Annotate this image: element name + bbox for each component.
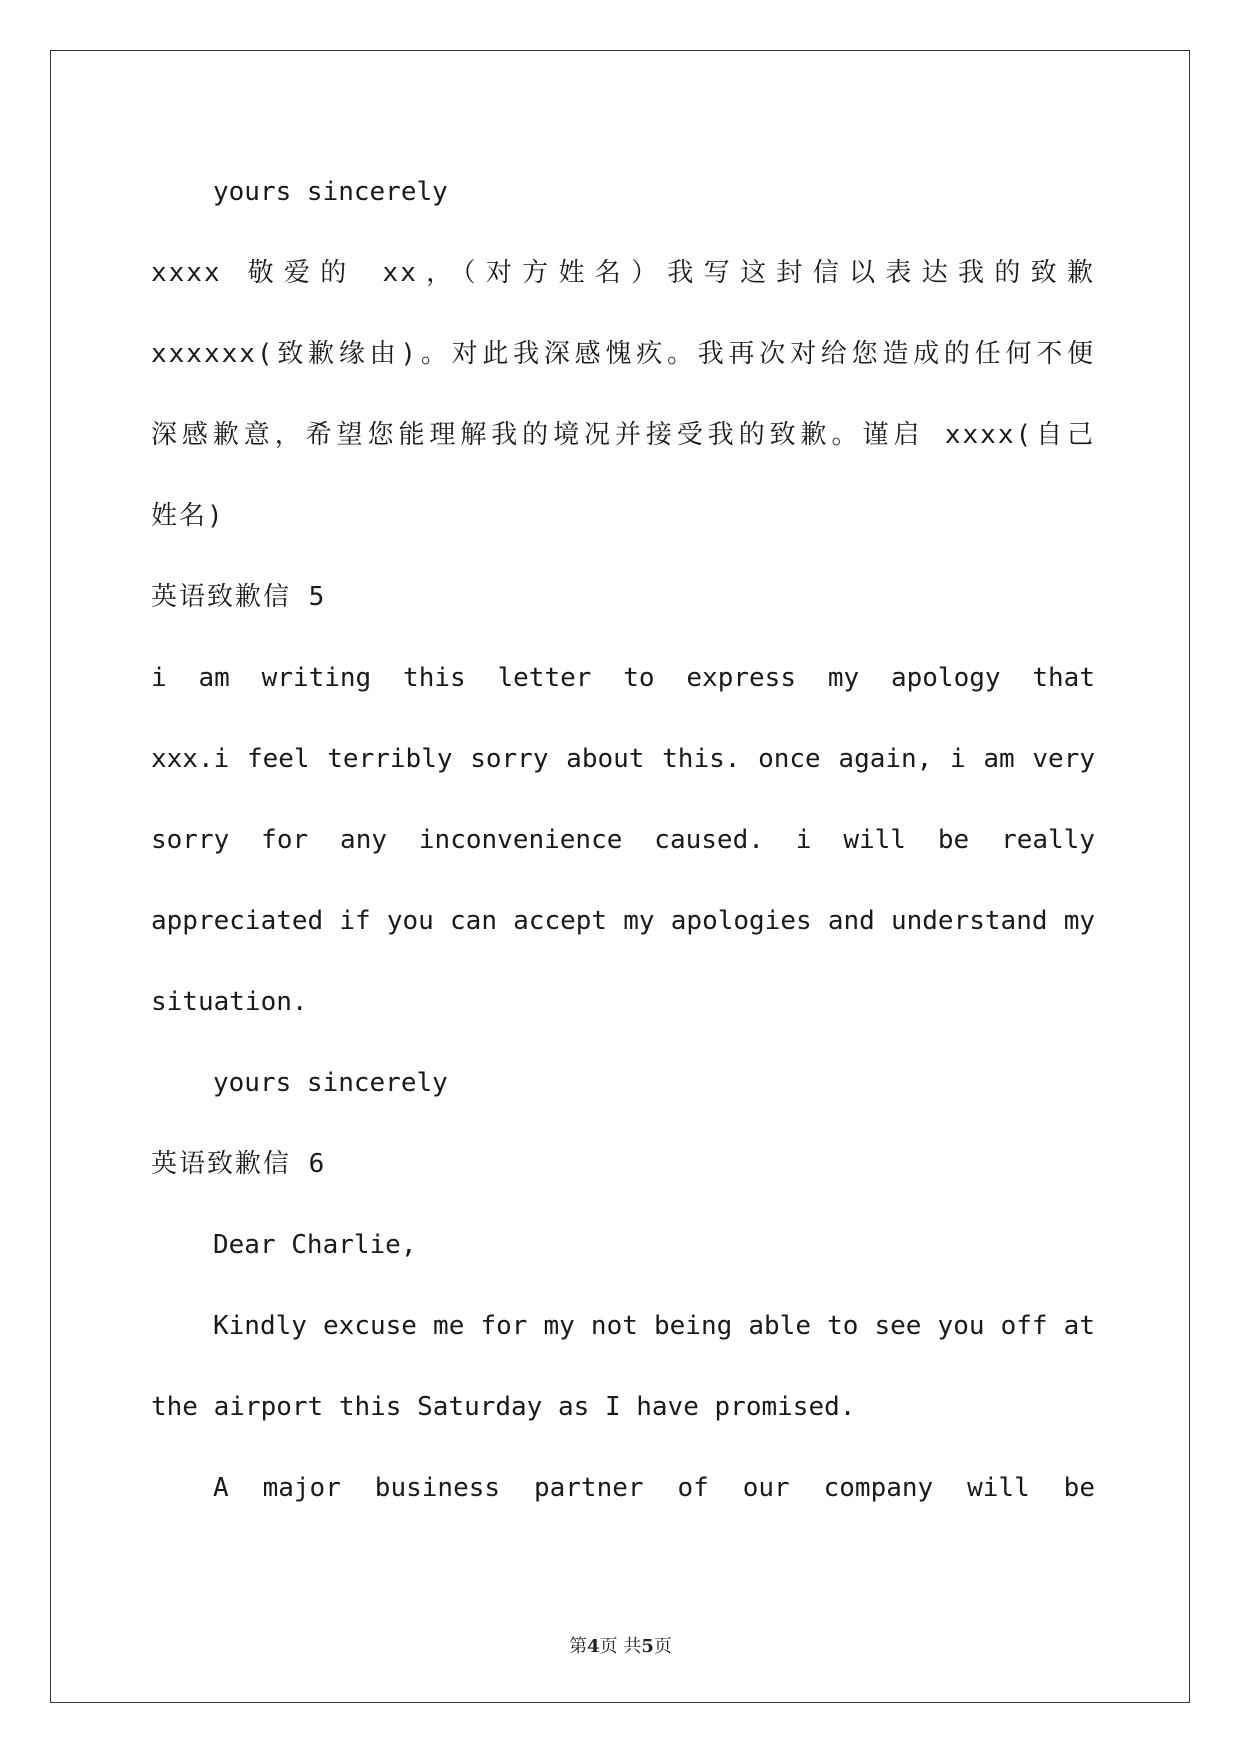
body-line: 姓名)	[151, 501, 225, 531]
body-line: xxx.i feel terribly sorry about this. once again, i am very	[151, 744, 1095, 774]
footer-page-number: 4	[587, 1636, 600, 1657]
footer-mid: 页 共	[599, 1636, 642, 1657]
body-line: appreciated if you can accept my apologies and understand my	[151, 906, 1095, 936]
page-frame	[50, 50, 1190, 1703]
body-line: xxxxxx(致歉缘由)。对此我深感愧疚。我再次对给您造成的任何不便	[151, 339, 1095, 369]
body-line: the airport this Saturday as I have promised.	[151, 1392, 856, 1422]
body-line: xxxx 敬爱的 xx，（对方姓名）我写这封信以表达我的致歉	[151, 258, 1095, 288]
body-line: A major business partner of our company will be	[213, 1473, 1095, 1503]
salutation-line: Dear Charlie,	[213, 1230, 417, 1260]
closing-line: yours sincerely	[213, 177, 448, 207]
body-line: Kindly excuse me for my not being able to see you off at	[213, 1311, 1095, 1341]
page-footer	[0, 1632, 1241, 1658]
body-line: situation.	[151, 987, 308, 1017]
closing-line: yours sincerely	[213, 1068, 448, 1098]
section-heading: 英语致歉信 6	[151, 1149, 327, 1179]
footer-total-pages: 5	[641, 1636, 654, 1657]
body-line: i am writing this letter to express my apology that	[151, 663, 1095, 693]
section-heading: 英语致歉信 5	[151, 582, 327, 612]
body-line: sorry for any inconvenience caused. i will be really	[151, 825, 1095, 855]
footer-prefix: 第	[569, 1636, 588, 1657]
body-line: 深感歉意，希望您能理解我的境况并接受我的致歉。谨启 xxxx(自己	[151, 420, 1095, 450]
footer-suffix: 页	[653, 1636, 672, 1657]
